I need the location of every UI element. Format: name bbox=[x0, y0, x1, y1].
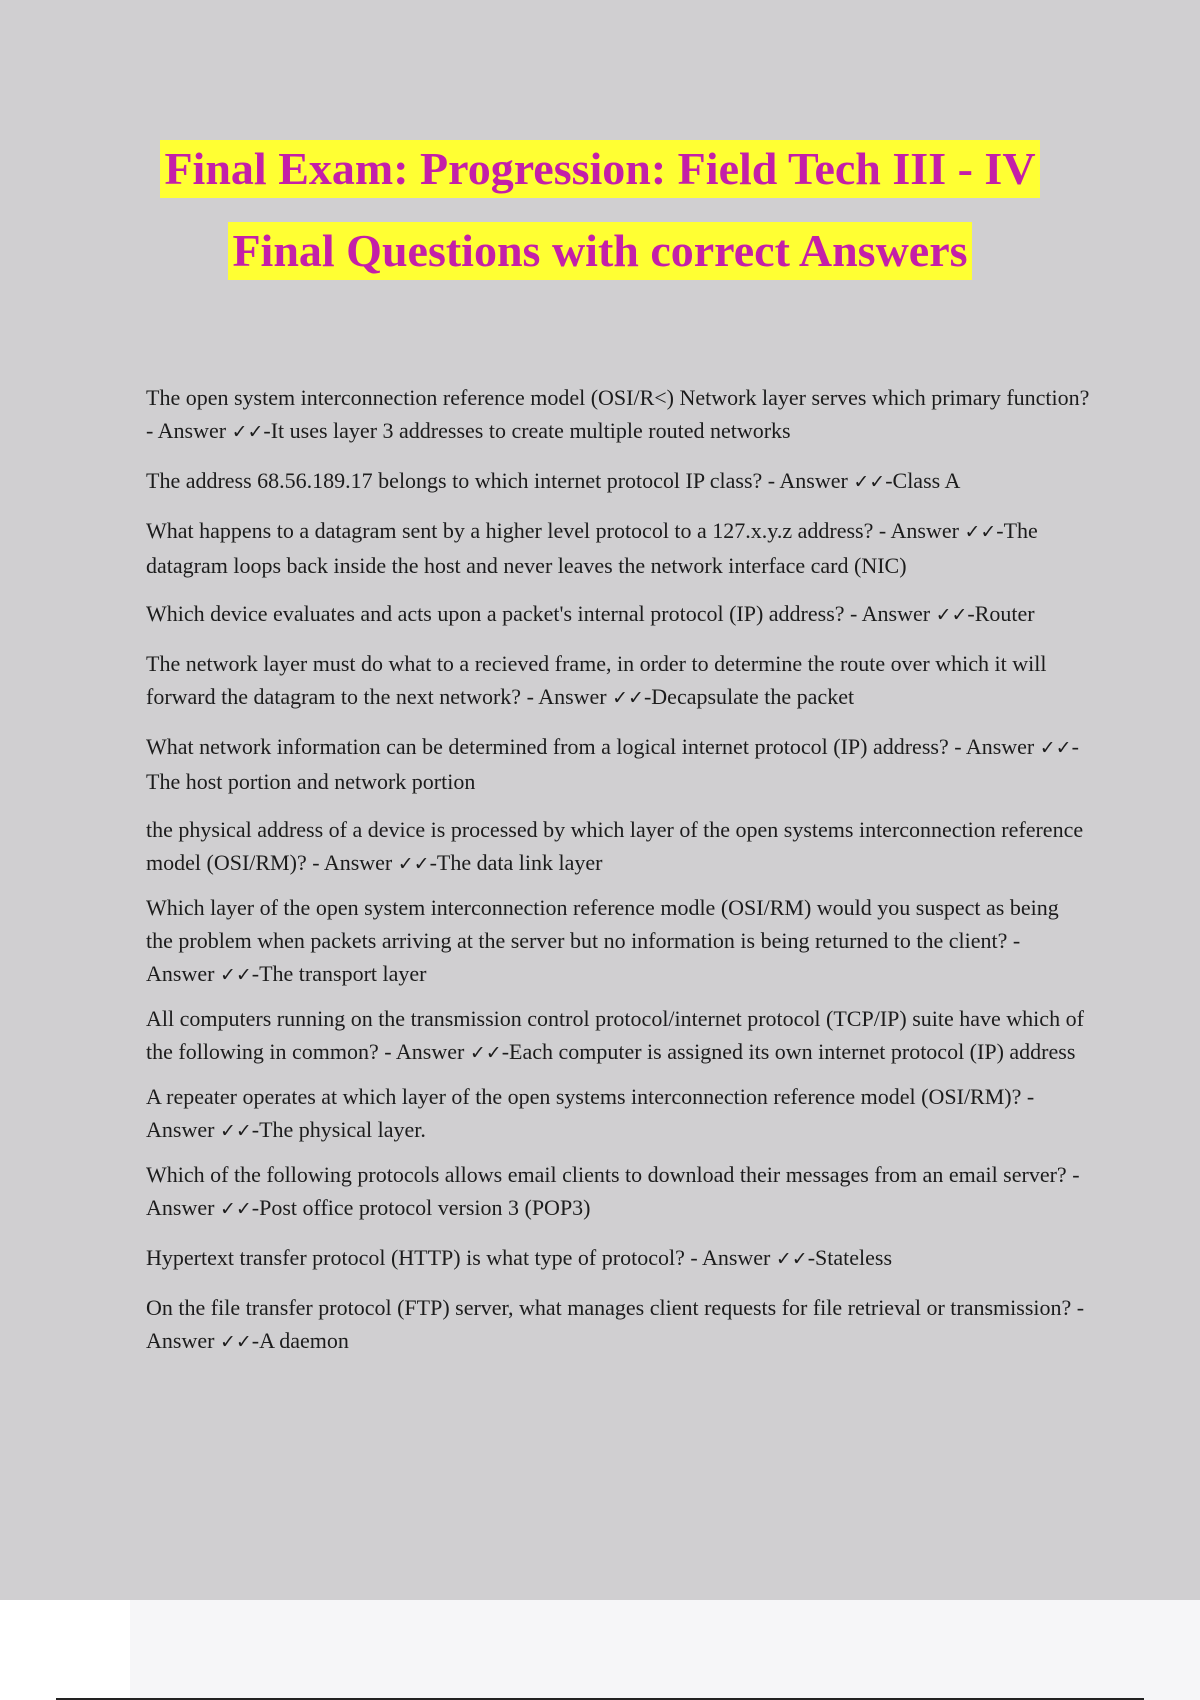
question-text: the physical address of a device is processed by which layer of the open systems interconnection reference model (OSI/RM)? - bbox=[146, 817, 1084, 875]
double-check-icon: ✓✓ bbox=[469, 1042, 502, 1064]
answer-text: -The data link layer bbox=[429, 850, 603, 875]
answer-text: -Stateless bbox=[807, 1245, 893, 1270]
answer-text: -The transport layer bbox=[251, 961, 427, 986]
title-line-1: Final Exam: Progression: Field Tech III - IV bbox=[160, 140, 1039, 198]
double-check-icon: ✓✓ bbox=[775, 1248, 808, 1270]
question-text: Which device evaluates and acts upon a packet's internal protocol (IP) address? - bbox=[146, 601, 862, 626]
footer-shade bbox=[130, 1600, 1200, 1700]
qa-item bbox=[146, 514, 1091, 582]
question-text: The address 68.56.189.17 belongs to which internet protocol IP class? - bbox=[146, 468, 780, 493]
answer-label: Answer bbox=[146, 961, 215, 986]
question-text: What happens to a datagram sent by a higher level protocol to a 127.x.y.z address? - bbox=[146, 518, 891, 543]
double-check-icon: ✓✓ bbox=[612, 687, 644, 709]
qa-item bbox=[146, 813, 1091, 881]
qa-item bbox=[146, 1080, 1091, 1148]
question-text: The open system interconnection reference model (OSI/R<) Network layer serves which primary function? - bbox=[146, 385, 1090, 443]
question-text: A repeater operates at which layer of the open systems interconnection reference model (OSI/RM)? - bbox=[146, 1084, 1035, 1109]
page-footer bbox=[0, 1600, 1200, 1700]
answer-text: -Class A bbox=[885, 468, 961, 493]
answer-label: Answer bbox=[146, 1117, 215, 1142]
title-line-2: Final Questions with correct Answers bbox=[228, 222, 971, 280]
question-text: All computers running on the transmission control protocol/internet protocol (TCP/IP) suite have which of the following in common? - bbox=[146, 1006, 1084, 1064]
answer-text: -Each computer is assigned its own internet protocol (IP) address bbox=[501, 1039, 1076, 1064]
answer-label: Answer bbox=[538, 684, 607, 709]
double-check-icon: ✓✓ bbox=[1039, 737, 1072, 759]
qa-item bbox=[146, 597, 1091, 632]
answer-label: Answer bbox=[701, 1245, 771, 1270]
question-text: Hypertext transfer protocol (HTTP) is what type of protocol? - bbox=[146, 1245, 702, 1270]
answer-label: Answer bbox=[779, 468, 848, 493]
question-text: On the file transfer protocol (FTP) server, what manages client requests for file retrieval or transmission? - bbox=[146, 1295, 1085, 1320]
answer-text: -The datagram loops back inside the host and never leaves the network interface card (NIC) bbox=[146, 518, 1038, 578]
question-text: Which layer of the open system interconnection reference modle (OSI/RM) would you suspect as being the problem when packets arriving at the server but no information is being returned to the client? - bbox=[146, 895, 1059, 953]
qa-item bbox=[146, 891, 1091, 992]
qa-list bbox=[146, 381, 1091, 1374]
double-check-icon: ✓✓ bbox=[219, 1120, 252, 1142]
answer-label: Answer bbox=[146, 1328, 215, 1353]
answer-label: Answer bbox=[965, 734, 1035, 759]
double-check-icon: ✓✓ bbox=[964, 521, 997, 543]
answer-text: -It uses layer 3 addresses to create multiple routed networks bbox=[263, 418, 791, 443]
double-check-icon: ✓✓ bbox=[219, 1331, 252, 1353]
answer-text: -The physical layer. bbox=[251, 1117, 426, 1142]
double-check-icon: ✓✓ bbox=[397, 853, 430, 875]
document-title bbox=[0, 140, 1200, 280]
answer-label: Answer bbox=[395, 1039, 465, 1064]
double-check-icon: ✓✓ bbox=[231, 421, 264, 443]
question-text: The network layer must do what to a recieved frame, in order to determine the route over which it will forward the datagram to the next network? - bbox=[146, 651, 1047, 709]
answer-label: Answer bbox=[890, 518, 959, 543]
answer-text: -Router bbox=[967, 601, 1035, 626]
answer-label: Answer bbox=[323, 850, 393, 875]
question-text: What network information can be determined from a logical internet protocol (IP) address? - bbox=[146, 734, 966, 759]
qa-item bbox=[146, 647, 1091, 715]
answer-text: -Decapsulate the packet bbox=[643, 684, 855, 709]
qa-item bbox=[146, 381, 1091, 449]
question-text: Which of the following protocols allows email clients to download their messages from an email server? - bbox=[146, 1162, 1080, 1187]
double-check-icon: ✓✓ bbox=[219, 964, 252, 986]
qa-item bbox=[146, 464, 1091, 499]
answer-label: Answer bbox=[861, 601, 931, 626]
double-check-icon: ✓✓ bbox=[219, 1198, 252, 1220]
qa-item bbox=[146, 1158, 1091, 1226]
qa-item bbox=[146, 1241, 1091, 1276]
qa-item bbox=[146, 1291, 1091, 1359]
answer-text: -Post office protocol version 3 (POP3) bbox=[251, 1195, 591, 1220]
double-check-icon: ✓✓ bbox=[935, 604, 968, 626]
qa-item bbox=[146, 1002, 1091, 1070]
answer-text: -A daemon bbox=[251, 1328, 349, 1353]
answer-text: -The host portion and network portion bbox=[146, 734, 1079, 794]
answer-label: Answer bbox=[157, 418, 227, 443]
qa-item bbox=[146, 730, 1091, 798]
double-check-icon: ✓✓ bbox=[853, 471, 886, 493]
answer-label: Answer bbox=[146, 1195, 215, 1220]
